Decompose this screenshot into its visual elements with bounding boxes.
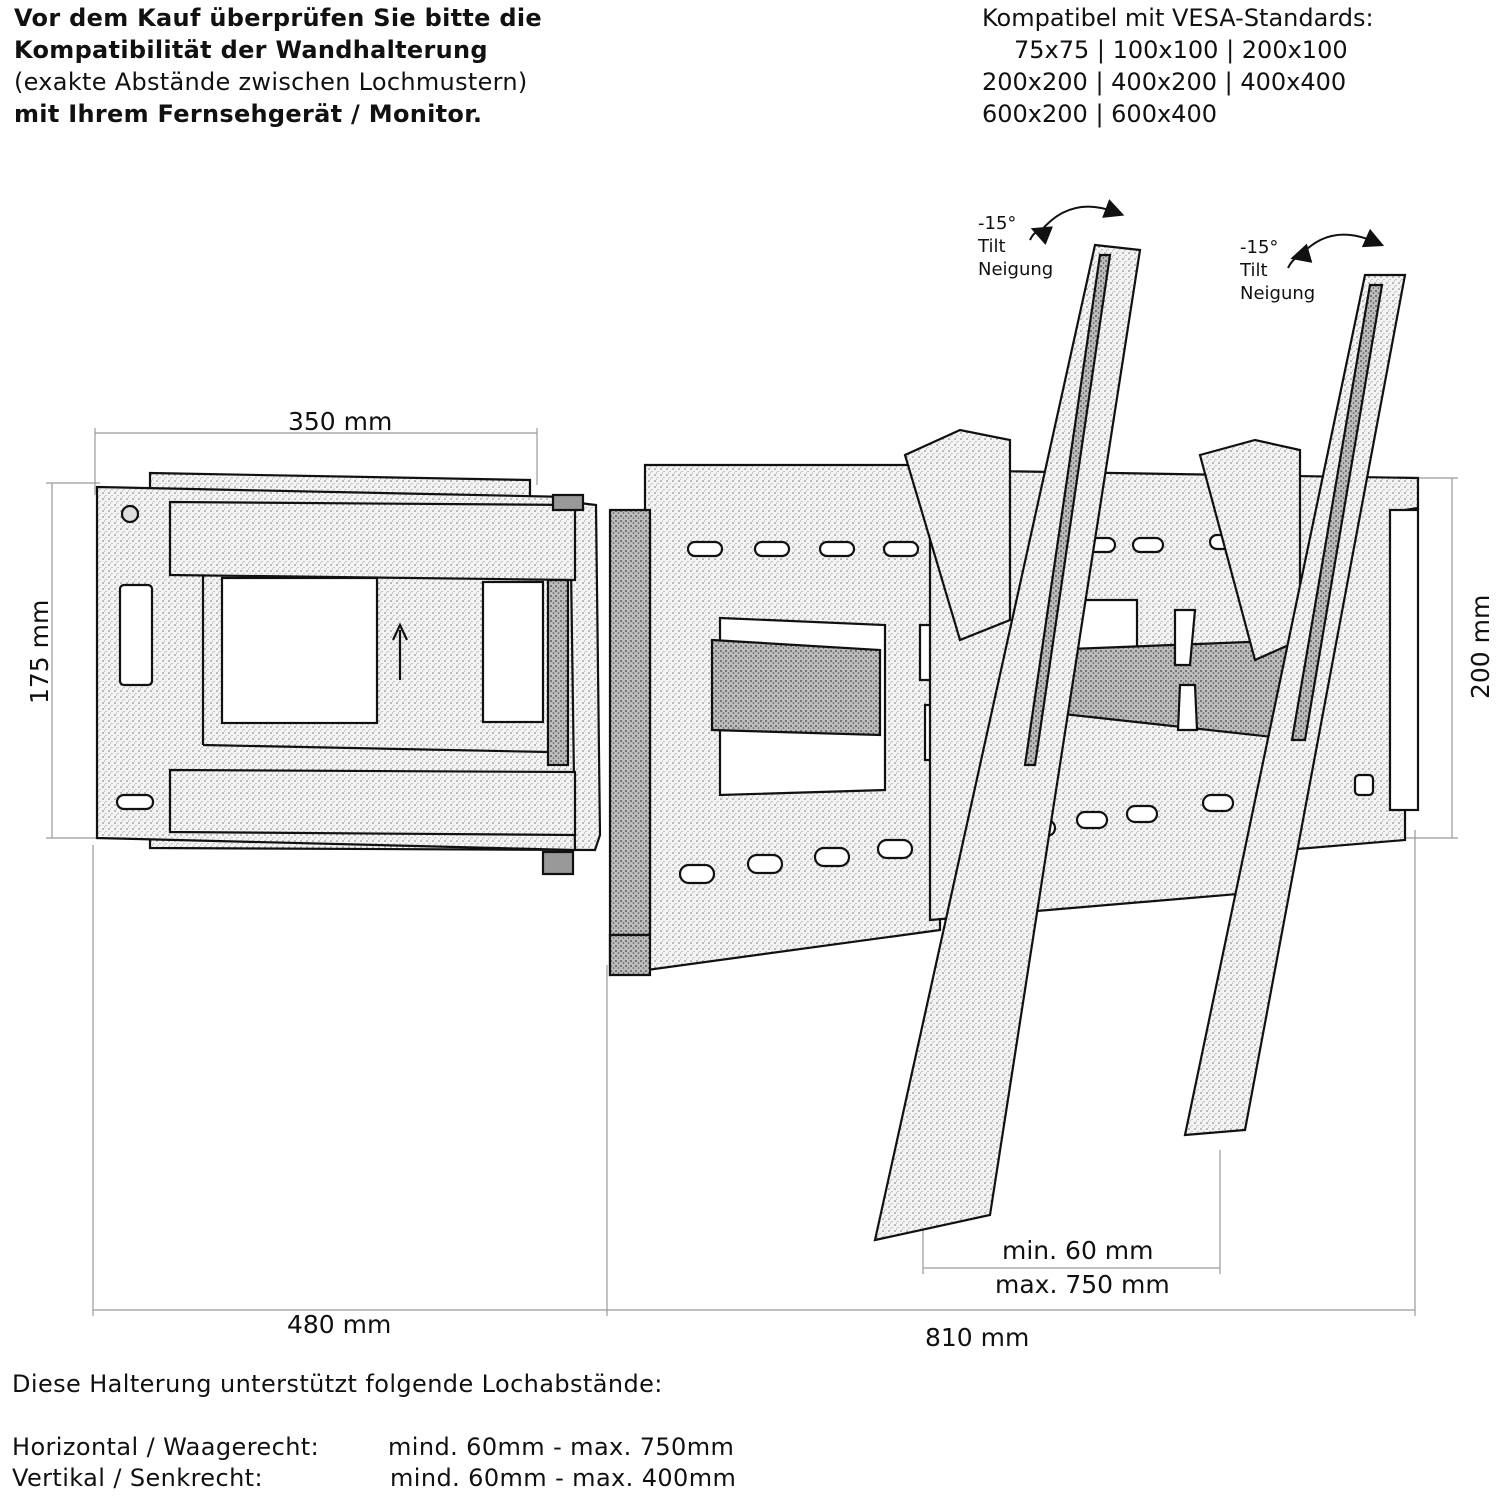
- tilt-label-left: [978, 212, 1053, 281]
- notice-line-4: mit Ihrem Fernsehgerät / Monitor.: [14, 100, 483, 128]
- notice-line-2: Kompatibilität der Wandhalterung: [14, 36, 488, 64]
- tilt-en: Tilt: [978, 236, 1006, 257]
- tilt-angle: -15°: [1240, 237, 1279, 258]
- dim-vesa-max: max. 750 mm: [995, 1270, 1170, 1299]
- dim-left-height: 175 mm: [25, 599, 54, 704]
- footer-horizontal-label: Horizontal / Waagerecht:: [12, 1433, 320, 1461]
- vesa-row-2: 200x200 | 400x200 | 400x400: [982, 68, 1347, 96]
- footer-vertical-label: Vertikal / Senkrecht:: [12, 1464, 263, 1492]
- dim-vesa-min: min. 60 mm: [1002, 1236, 1154, 1265]
- notice-line-3: (exakte Abstände zwischen Lochmustern): [14, 68, 528, 96]
- dim-bottom-right: 810 mm: [925, 1323, 1030, 1352]
- notice-line-1: Vor dem Kauf überprüfen Sie bitte die: [14, 4, 542, 32]
- tilt-angle: -15°: [978, 213, 1017, 234]
- dim-bottom-left: 480 mm: [287, 1310, 392, 1339]
- arm-plate: [610, 465, 945, 975]
- tilt-en: Tilt: [1240, 260, 1268, 281]
- tilt-de: Neigung: [1240, 283, 1316, 304]
- dim-top-width: 350 mm: [288, 407, 393, 436]
- footer-intro: Diese Halterung unterstützt folgende Lochabstände:: [12, 1370, 663, 1398]
- footer-vertical-value: mind. 60mm - max. 400mm: [390, 1464, 737, 1492]
- wall-plate: [97, 473, 600, 874]
- tilt-label-right: [1240, 236, 1315, 305]
- vesa-row-3: 600x200 | 600x400: [982, 100, 1217, 128]
- tilt-arrows: [1030, 207, 1375, 268]
- tilt-de: Neigung: [978, 259, 1054, 280]
- footer-horizontal-value: mind. 60mm - max. 750mm: [388, 1433, 735, 1461]
- vesa-title: Kompatibel mit VESA-Standards:: [982, 4, 1374, 32]
- vesa-row-1: 75x75 | 100x100 | 200x100: [1014, 36, 1348, 64]
- dim-right-height: 200 mm: [1466, 594, 1495, 699]
